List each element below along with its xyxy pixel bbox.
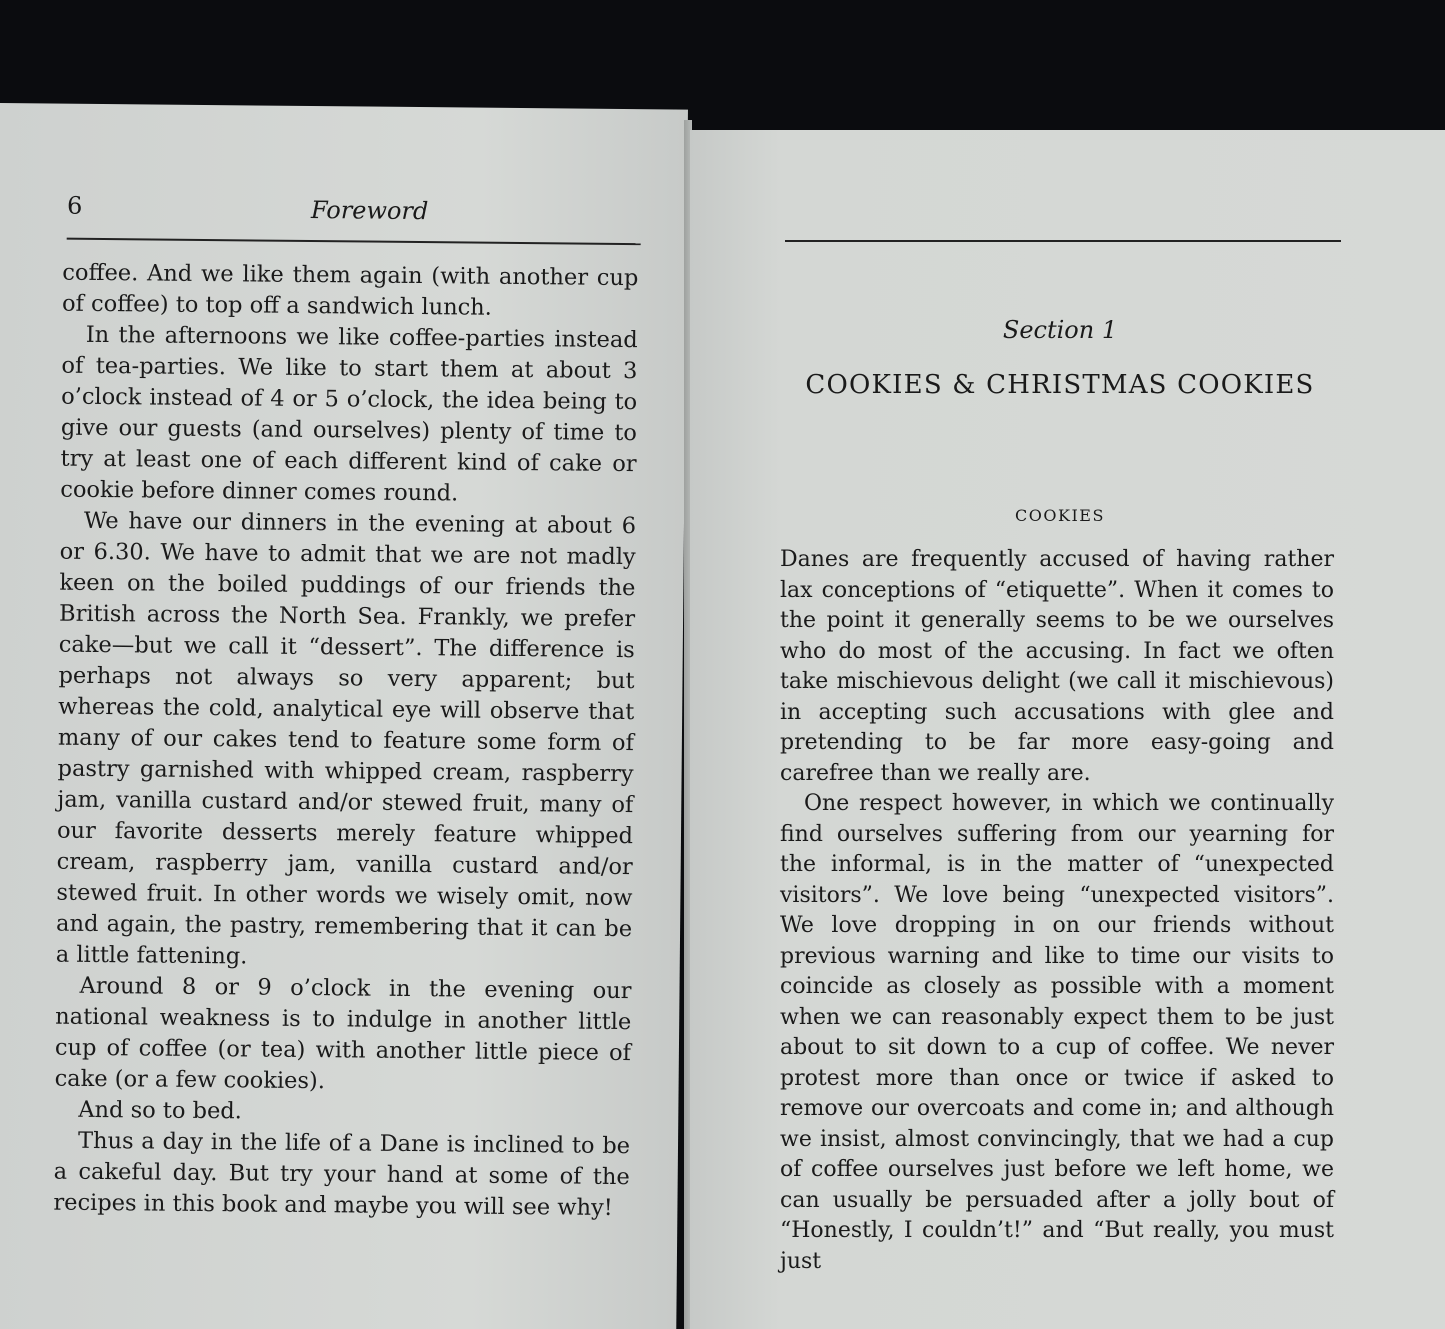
left-body-text xyxy=(53,258,638,1224)
sub-heading: COOKIES xyxy=(1015,506,1105,525)
running-head xyxy=(67,192,641,246)
right-page xyxy=(690,130,1445,1329)
page-number: 6 xyxy=(66,191,83,220)
section-label: Section 1 xyxy=(1002,316,1118,344)
chapter-title: COOKIES & CHRISTMAS COOKIES xyxy=(805,370,1315,400)
paragraph: One respect however, in which we continually find ourselves suffering from our yearning for the informal, is in the matter of “unexpected visitors”. We love being “unexpected visitors”. We love dropping in on our friends without previous warning and like to time our visits to coincide as closely as possible with a moment when we can reasonably expect them to be just about to sit down to a cup of coffee. We never protest more than once or twice if asked to remove our overcoats and come in; and although we insist, almost convincingly, that we had a cup of coffee ourselves just before we left home, we can usually be persuaded after a jolly bout of “Honestly, I couldn’t!” and “But really, you must just xyxy=(780,791,1334,1274)
paragraph: Around 8 or 9 o’clock in the evening our national weakness is to indulge in another little cup of coffee (or tea) with another little piece of cake (or a few cookies). xyxy=(54,972,632,1095)
paragraph: coffee. And we like them again (with another cup of coffee) to top off a sandwich lunch. xyxy=(61,259,639,321)
paragraph: And so to bed. xyxy=(78,1096,243,1125)
left-page xyxy=(0,103,688,1329)
paragraph: In the afternoons we like coffee-parties instead of tea-parties. We like to start them at about 3 o’clock instead of 4 or 5 o’clock, the idea being to give our guests (and ourselves) plenty of time to try at least one of each different kind of cake or cookie before dinner comes round. xyxy=(60,321,638,507)
running-title: Foreword xyxy=(310,195,429,226)
right-body-text xyxy=(780,545,1334,1277)
paragraph: We have our dinners in the evening at about 6 or 6.30. We have to admit that we are not madly keen on the boiled puddings of our friends the British across the North Sea. Frankly, we prefer cake—but we call it “dessert”. The difference is perhaps not always so very apparent; but whereas the cold, analytical eye will observe that many of our cakes tend to feature some form of pastry garnished with whipped cream, raspberry jam, vanilla custard and/or stewed fruit, many of our favorite desserts merely feature whipped cream, raspberry jam, vanilla custard and/or stewed fruit. In other words we wisely omit, now and again, the pastry, remembering that it can be a little fattening. xyxy=(55,507,637,970)
top-rule xyxy=(785,240,1341,242)
paragraph: Thus a day in the life of a Dane is inclined to be a cakeful day. But try your hand at some of the recipes in this book and maybe you will see why! xyxy=(53,1127,631,1221)
paragraph: Danes are frequently accused of having rather lax conceptions of “etiquette”. When it comes to the point it generally seems to be we ourselves who do most of the accusing. In fact we often take mischievous delight (we call it mischievous) in accepting such accusations with glee and pretending to be far more easy-going and carefree than we really are. xyxy=(780,547,1334,786)
